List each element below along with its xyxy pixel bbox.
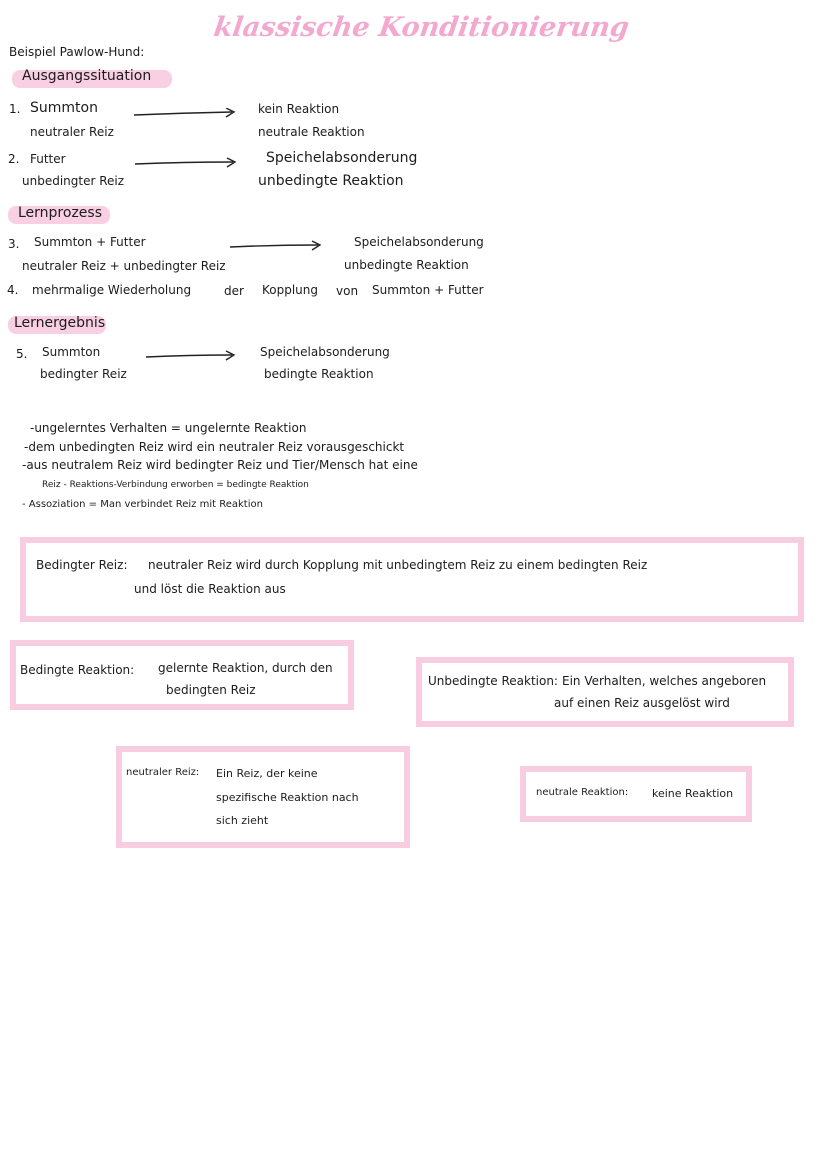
- definition-text: und löst die Reaktion aus: [134, 582, 286, 596]
- step-left: Summton: [30, 100, 98, 116]
- section-heading-learning: Lernprozess: [18, 205, 102, 221]
- step-right: Speichelabsonderung: [354, 235, 484, 249]
- step-text: von: [336, 284, 359, 298]
- definition-box-conditioned-stimulus: [20, 537, 804, 622]
- step-left-sub: unbedingter Reiz: [22, 174, 125, 188]
- note-line: -ungelerntes Verhalten = ungelernte Reaktion: [30, 421, 307, 435]
- step-number: 5.: [16, 347, 28, 361]
- step-right: Speichelabsonderung: [266, 150, 418, 166]
- definition-term: Bedingter Reiz:: [36, 558, 128, 572]
- arrow-icon: [228, 240, 324, 252]
- note-line: -dem unbedingten Reiz wird ein neutraler Reiz vorausgeschickt: [24, 440, 405, 454]
- definition-text: Ein Verhalten, welches angeboren: [562, 674, 767, 688]
- step-number: 1.: [9, 102, 21, 116]
- step-text: Summton + Futter: [372, 283, 484, 297]
- definition-term: neutraler Reiz:: [126, 767, 200, 778]
- step-right-sub: bedingte Reaktion: [264, 367, 374, 381]
- definition-term: Bedingte Reaktion:: [20, 663, 135, 677]
- step-number: 2.: [8, 152, 20, 166]
- page-title: klassische Konditionierung: [211, 12, 631, 43]
- definition-text: Ein Reiz, der keine: [216, 767, 318, 780]
- arrow-icon: [144, 350, 240, 362]
- step-text: der: [224, 284, 244, 298]
- step-left: Futter: [30, 152, 66, 166]
- definition-text: gelernte Reaktion, durch den: [158, 661, 333, 675]
- step-right: Speichelabsonderung: [260, 345, 390, 359]
- step-right: kein Reaktion: [258, 102, 340, 116]
- step-left: Summton: [42, 345, 101, 359]
- definition-text: keine Reaktion: [652, 787, 734, 800]
- arrow-icon: [132, 108, 238, 120]
- step-text: mehrmalige Wiederholung: [32, 283, 192, 297]
- step-right-sub: unbedingte Reaktion: [344, 258, 469, 272]
- step-left-sub: bedingter Reiz: [40, 367, 127, 381]
- section-heading-result: Lernergebnis: [14, 315, 106, 331]
- step-left: Summton + Futter: [34, 235, 146, 249]
- step-left-sub: neutraler Reiz + unbedingter Reiz: [22, 259, 226, 273]
- definition-text: spezifische Reaktion nach: [216, 791, 359, 804]
- definition-text: auf einen Reiz ausgelöst wird: [554, 696, 730, 710]
- definition-box-neutral-response: [520, 766, 752, 822]
- step-number: 4.: [7, 283, 19, 297]
- example-label: Beispiel Pawlow-Hund:: [9, 45, 145, 59]
- definition-box-conditioned-response: [10, 640, 354, 710]
- section-heading-start: Ausgangssituation: [22, 68, 152, 84]
- definition-term: Unbedingte Reaktion:: [428, 674, 558, 688]
- step-right-sub: neutrale Reaktion: [258, 125, 365, 139]
- step-text: Kopplung: [262, 283, 319, 297]
- definition-term: neutrale Reaktion:: [536, 787, 629, 798]
- step-right-sub: unbedingte Reaktion: [258, 173, 404, 189]
- definition-box-unconditioned-response: [416, 657, 794, 727]
- note-line: - Assoziation = Man verbindet Reiz mit Reaktion: [22, 499, 263, 510]
- note-line: -aus neutralem Reiz wird bedingter Reiz und Tier/Mensch hat eine: [22, 458, 418, 472]
- note-line: Reiz - Reaktions-Verbindung erworben = bedingte Reaktion: [42, 480, 309, 490]
- step-left-sub: neutraler Reiz: [30, 125, 114, 139]
- arrow-icon: [133, 157, 239, 169]
- definition-box-neutral-stimulus: [116, 746, 410, 848]
- definition-text: sich zieht: [216, 814, 269, 827]
- step-number: 3.: [8, 237, 20, 251]
- definition-text: bedingten Reiz: [166, 683, 256, 697]
- definition-text: neutraler Reiz wird durch Kopplung mit unbedingtem Reiz zu einem bedingten Reiz: [148, 558, 648, 572]
